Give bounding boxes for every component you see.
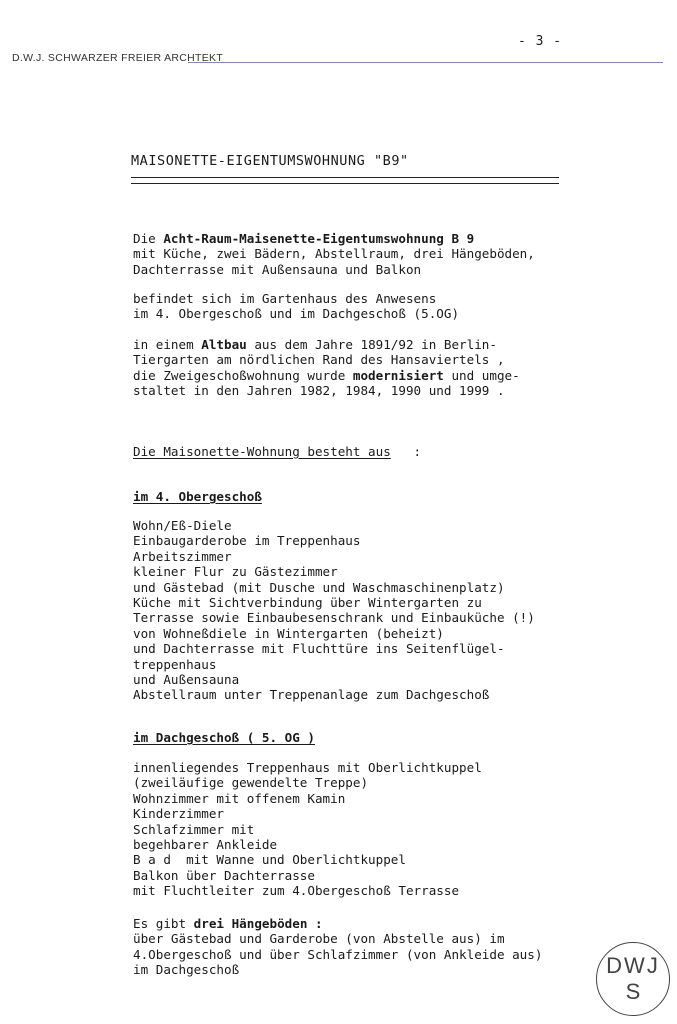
text: Die <box>133 231 164 246</box>
intro-paragraph-3 <box>133 337 520 399</box>
stamp-line1: DWJ <box>606 953 660 978</box>
list-item: Einbaugarderobe im Treppenhaus <box>133 533 361 549</box>
text: im Dachgeschoß <box>133 962 240 978</box>
list-item: und Gästebad (mit Dusche und Waschmaschinenplatz) <box>133 579 505 595</box>
page-number: - 3 - <box>518 34 563 49</box>
intro-paragraph-2 <box>133 291 459 322</box>
list-item: treppenhaus <box>133 656 217 672</box>
text: und umge- <box>443 367 520 383</box>
list-item: Kinderzimmer <box>133 806 224 822</box>
emphasis: drei Hängeböden : <box>193 916 323 931</box>
architect-name: D.W.J. SCHWARZER FREIER ARCHTEKT <box>12 52 224 64</box>
list-item: mit Fluchtleiter zum 4.Obergeschoß Terrasse <box>133 883 460 899</box>
text: im 4. Obergeschoß und im Dachgeschoß (5.OG) <box>133 306 460 322</box>
floor4-heading-text: im 4. Obergeschoß <box>133 489 262 504</box>
list-item: Wohnzimmer mit offenem Kamin <box>133 790 346 806</box>
list-item: Balkon über Dachterrasse <box>133 867 315 883</box>
list-item: kleiner Flur zu Gästezimmer <box>133 564 338 580</box>
floor4-list <box>133 518 535 703</box>
list-item: und Außensauna <box>133 672 240 688</box>
stamp-line2: S <box>625 979 641 1004</box>
text: staltet in den Jahren 1982, 1984, 1990 und 1999 . <box>133 383 505 399</box>
title-double-rule <box>131 177 559 184</box>
list-item: Arbeitszimmer <box>133 548 232 564</box>
list-item: und Dachterrasse mit Fluchttüre ins Seitenflügel- <box>133 641 505 657</box>
text: befindet sich im Gartenhaus des Anwesens <box>133 291 437 306</box>
header-rule <box>188 62 663 63</box>
text: die Zweigeschoßwohnung wurde <box>133 367 353 383</box>
list-item: Schlafzimmer mit <box>133 821 255 837</box>
intro-paragraph-1 <box>133 231 535 277</box>
text: mit Küche, zwei Bädern, Abstellraum, drei Hängeböden, <box>133 246 535 262</box>
list-item: innenliegendes Treppenhaus mit Oberlichtkuppel <box>133 760 482 775</box>
list-item: Terrasse sowie Einbaubesenschrank und Einbauküche (!) <box>133 610 535 626</box>
floor4-heading <box>133 489 262 504</box>
list-item: Küche mit Sichtverbindung über Wintergarten zu <box>133 595 482 611</box>
text: Tiergarten am nördlichen Rand des Hansaviertels , <box>133 352 505 368</box>
colon: : <box>413 444 422 459</box>
list-item: B a d mit Wanne und Oberlichtkuppel <box>133 852 406 868</box>
dwjs-stamp <box>596 942 670 1016</box>
section-heading <box>133 444 421 459</box>
list-item: von Wohneßdiele in Wintergarten (beheizt) <box>133 625 444 641</box>
text: 4.Obergeschoß und über Schlafzimmer (von Ankleide aus) <box>133 946 543 962</box>
list-item: Wohn/Eß-Diele <box>133 518 232 533</box>
haengeboeden-paragraph <box>133 916 542 978</box>
document-title: MAISONETTE-EIGENTUMSWOHNUNG "B9" <box>131 153 409 169</box>
text: aus dem Jahre 1891/92 in Berlin- <box>246 337 497 352</box>
section-heading-text: Die Maisonette-Wohnung besteht aus <box>133 444 391 459</box>
emphasis: Altbau <box>201 337 247 352</box>
apartment-type: Acht-Raum-Maisenette-Eigentumswohnung B 9 <box>163 231 475 246</box>
floor5-heading-text: im Dachgeschoß ( 5. OG ) <box>133 730 315 745</box>
text: Dachterrasse mit Außensauna und Balkon <box>133 261 422 277</box>
list-item: Abstellraum unter Treppenanlage zum Dachgeschoß <box>133 687 490 703</box>
list-item: begehbarer Ankleide <box>133 837 278 853</box>
text: in einem <box>133 337 202 352</box>
text: Es gibt <box>133 916 194 931</box>
emphasis: modernisiert <box>352 367 444 383</box>
floor5-list <box>133 760 482 899</box>
list-item: (zweiläufige gewendelte Treppe) <box>133 775 369 791</box>
floor5-heading <box>133 730 315 745</box>
text: über Gästebad und Garderobe (von Abstelle aus) im <box>133 931 505 947</box>
